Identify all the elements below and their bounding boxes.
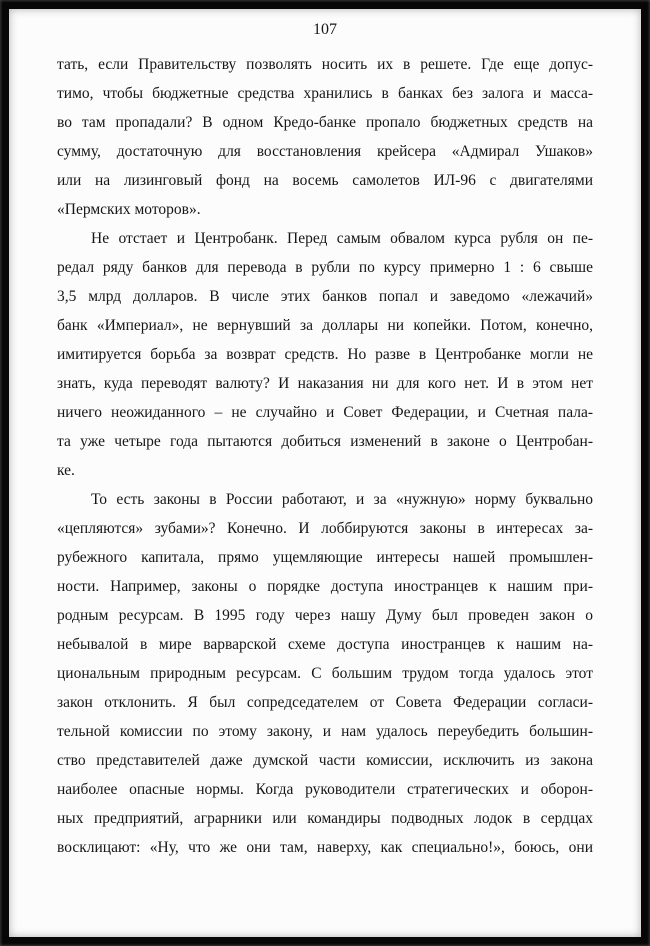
text-line: родным ресурсам. В 1995 году через нашу Думу был проведен закон о	[57, 607, 593, 624]
text-line: То есть законы в России работают, и за «нужную» норму буквально	[91, 491, 593, 508]
text-line: Не отстает и Центробанк. Перед самым обвалом курса рубля он пе-	[91, 230, 593, 247]
text-line: тельной комиссии по этому закону, и нам удалось переубедить большин-	[57, 723, 593, 740]
text-line: тимо, чтобы бюджетные средства хранились в банках без залога и масса-	[57, 85, 593, 102]
text-line: 3,5 млрд долларов. В числе этих банков попал и заведомо «лежачий»	[57, 288, 593, 305]
page-number: 107	[313, 21, 337, 38]
text-line: или на лизинговый фонд на восемь самолетов ИЛ-96 с двигателями	[57, 172, 593, 189]
text-line: циональным природным ресурсам. С большим трудом тогда удалось этот	[57, 665, 593, 682]
text-line: имитируется борьба за возврат средств. Но разве в Центробанке могли не	[57, 346, 593, 363]
paragraph	[57, 50, 593, 224]
paragraph	[57, 485, 593, 862]
text-line: тать, если Правительству позволять носить их в решете. Где еще допус-	[57, 56, 593, 73]
text-line: ничего неожиданного – не случайно и Совет Федерации, и Счетная пала-	[57, 404, 593, 421]
text-line: закон отклонить. Я был сопредседателем от Совета Федерации согласи-	[57, 694, 593, 711]
text-line: небывалой в мире варварской схеме доступа иностранцев к нашим на-	[57, 636, 593, 653]
text-line: рубежного капитала, прямо ущемляющие интересы нашей промышлен-	[57, 549, 593, 566]
text-line: редал ряду банков для перевода в рубли по курсу примерно 1 : 6 свыше	[57, 259, 593, 276]
paragraph	[57, 224, 593, 485]
text-line: восклицают: «Ну, что же они там, наверху, как специально!», боюсь, они	[57, 839, 593, 856]
text-line: во там пропадали? В одном Кредо-банке пропало бюджетных средств на	[57, 114, 593, 131]
text-line: ных предприятий, аграрники или командиры подводных лодок в сердцах	[57, 810, 593, 827]
text-line: ство представителей даже думской части комиссии, исключить из закона	[57, 752, 593, 769]
book-page	[9, 9, 641, 937]
text-block	[57, 50, 593, 862]
text-line: «Пермских моторов».	[57, 201, 201, 218]
text-line: «цепляются» зубами»? Конечно. И лоббируются законы в интересах за-	[57, 520, 593, 537]
text-line: ности. Например, законы о порядке доступа иностранцев к нашим при-	[57, 578, 593, 595]
text-line: ке.	[57, 462, 75, 479]
text-line: банк «Империал», не вернувший за доллары ни копейки. Потом, конечно,	[57, 317, 593, 334]
text-line: та уже четыре года пытаются добиться изменений в законе о Центробан-	[57, 433, 593, 450]
text-line: сумму, достаточную для восстановления крейсера «Адмирал Ушаков»	[57, 143, 593, 160]
text-line: наиболее опасные нормы. Когда руководители стратегических и оборон-	[57, 781, 593, 798]
text-line: знать, куда переводят валюту? И наказания ни для кого нет. И в этом нет	[57, 375, 593, 392]
